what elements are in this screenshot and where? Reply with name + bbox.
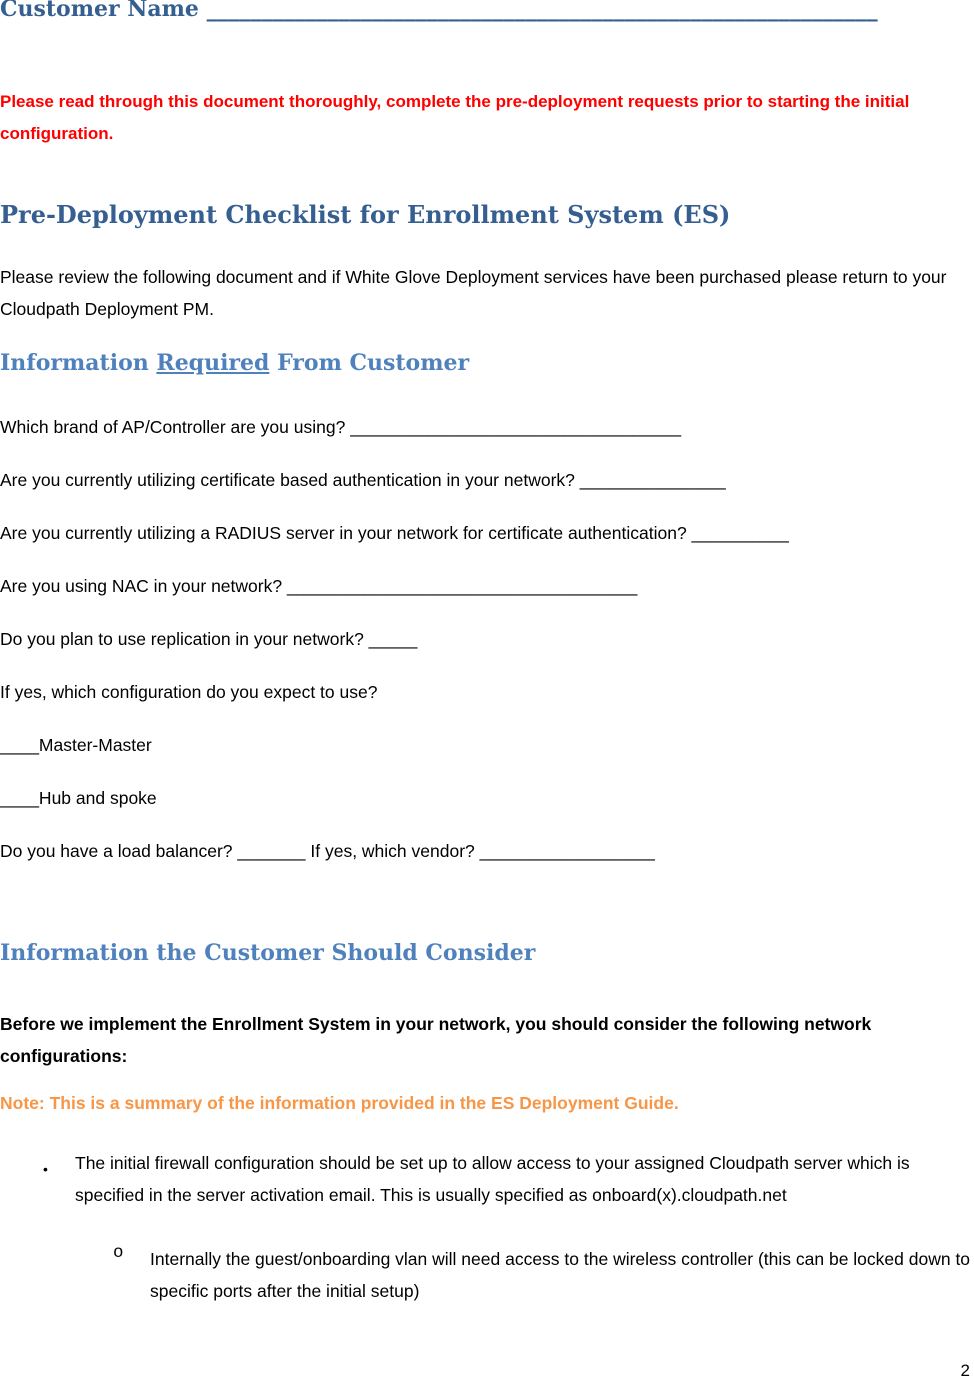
question-nac: Are you using NAC in your network? ____________________________________	[0, 576, 638, 596]
bullet-firewall: The initial firewall configuration should be set up to allow access to your assigned Cloudpath server which is specified in the server activation email. This is usually specified as onboard(x).cloudpath.net	[75, 1153, 910, 1205]
intro-warning: Please read through this document thoroughly, complete the pre-deployment requests prior to starting the initial configuration.	[0, 92, 910, 143]
intro-paragraph: Please review the following document and if White Glove Deployment services have been purchased please return to your Cloudpath Deployment PM.	[0, 267, 947, 319]
consider-section-heading: Information the Customer Should Consider	[0, 940, 536, 966]
question-replication: Do you plan to use replication in your network? _____	[0, 629, 418, 649]
customer-name-label: Customer Name	[0, 0, 199, 22]
required-heading-pre: Information	[0, 350, 157, 376]
required-heading-post: From Customer	[269, 350, 470, 376]
question-replication-config: If yes, which configuration do you expect to use?	[0, 682, 378, 702]
bullet-marker: •	[43, 1161, 48, 1177]
sub-bullet-marker: o	[113, 1243, 124, 1263]
option-hub-and-spoke: ____Hub and spoke	[0, 788, 157, 808]
main-heading: Pre-Deployment Checklist for Enrollment System (ES)	[0, 200, 731, 229]
page-number: 2	[960, 1361, 970, 1380]
customer-name-blank: _____________________________________________________________	[206, 0, 878, 22]
consider-lead: Before we implement the Enrollment System in your network, you should consider the following network configurations:	[0, 1014, 872, 1066]
required-section-heading	[0, 350, 469, 376]
customer-name-line	[0, 0, 878, 22]
consider-note: Note: This is a summary of the information provided in the ES Deployment Guide.	[0, 1093, 679, 1113]
question-radius: Are you currently utilizing a RADIUS server in your network for certificate authentication? __________	[0, 523, 789, 543]
sub-bullet-vlan: Internally the guest/onboarding vlan will need access to the wireless controller (this can be locked down to specific ports after the initial setup)	[150, 1249, 971, 1301]
option-master-master: ____Master-Master	[0, 735, 152, 755]
question-cert-auth: Are you currently utilizing certificate based authentication in your network? _______________	[0, 470, 726, 490]
question-ap-brand: Which brand of AP/Controller are you using? __________________________________	[0, 417, 682, 437]
required-heading-emph: Required	[156, 350, 270, 376]
question-load-balancer: Do you have a load balancer? _______ If yes, which vendor? __________________	[0, 841, 655, 861]
